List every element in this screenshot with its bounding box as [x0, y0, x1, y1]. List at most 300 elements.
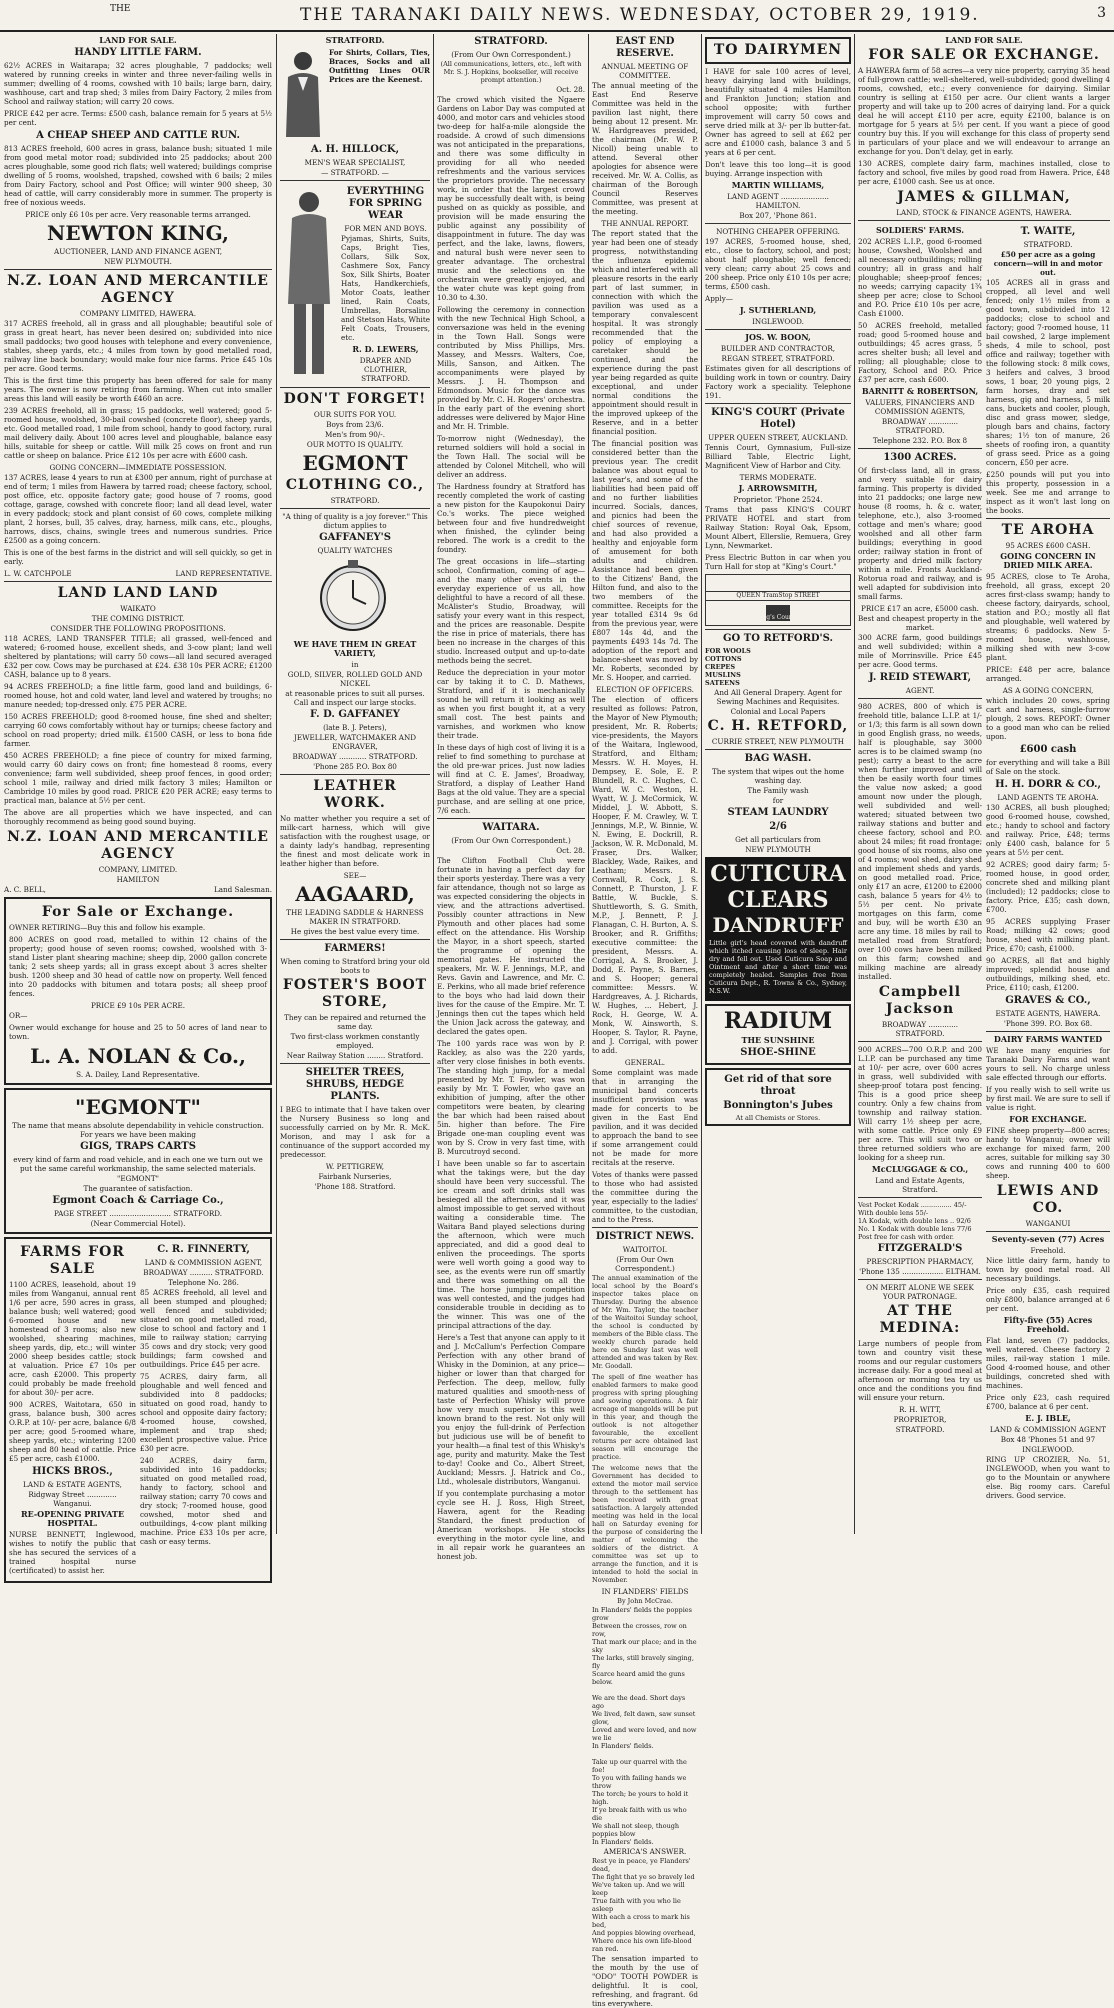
radium-title: RADIUM: [723, 1008, 833, 1034]
advertiser-name: N.Z. LOAN AND MERCANTILE AGENCY: [7, 273, 269, 306]
ad-text: 118 ACRES, LAND TRANSFER TITLE; all grassed, well-fenced and watered; 6-roomed house, excellent sheds, and 3-cow plant; land well sheltered by plantations; will carry 50 cows—all land secured averaged £32 per cow. Cows may be purchased at £24. £38 10s PER ACRE; £1200 CASH, balance up to 8 years.: [4, 634, 272, 679]
advertiser-line: INGLEWOOD.: [1022, 1445, 1074, 1454]
article-byline: (From Our Own Correspondent.): [451, 50, 571, 59]
ad-text: This is the first time this property has been offered for sale for many years. The owner is now retiring from farming. When cut into smaller areas this land will easily be worth £460 an acre.: [4, 376, 272, 403]
ad-text: at reasonable prices to suit all purses. Call and inspect our large stocks.: [285, 689, 425, 707]
divider: [592, 1227, 698, 1228]
ad-text: SEE—: [343, 871, 367, 880]
advertiser-line: COMPANY, LIMITED.: [98, 865, 178, 874]
ad-text: PRICE: £48 per acre, balance arranged.: [986, 665, 1110, 683]
advertiser-name: H. H. DORR & CO.,: [995, 779, 1101, 790]
article-subheading: THE ANNUAL REPORT.: [601, 219, 689, 228]
column-rule: [433, 34, 434, 1534]
divider: [4, 269, 272, 270]
ad-text: When coming to Stratford bring your old boots to: [280, 957, 430, 975]
article-paragraph: The spell of fine weather has enabled farmers to make good progress with spring ploughing and sowing operations. A fair acreage of mangolds will be put in this year, and though the outlook is not altogether favourable, the excellent returns per acre obtained last season will encourage the practice.: [592, 1373, 698, 1461]
box-heading: FARMS FOR SALE: [20, 1244, 125, 1277]
divider: [280, 180, 430, 181]
advertiser-line: — STRATFORD. —: [321, 168, 389, 177]
ad-text: 94 ACRES FREEHOLD; a fine little farm, good land and buildings, 6-roomed house, hot and cold water, land level and watered by troughs; no manure needed; top-dressed only. £75 PER ACRE.: [4, 682, 272, 709]
ad-text: 130 ACRES, complete dairy farm, machines installed, close to factory and school, five miles by good road from Hawera. Price, £48 per acre, £1000 cash. See us at once.: [858, 159, 1110, 186]
advertiser-line: BROADWAY .......... STRATFORD.: [143, 1268, 264, 1277]
watch-illustration: [280, 556, 426, 636]
advertiser-name: BARNITT & ROBERTSON,: [861, 386, 979, 396]
advertiser-line: WANGANUI: [1025, 1219, 1071, 1228]
ad-text: Owner would exchange for house and 25 to 50 acres of land near to town.: [9, 1023, 267, 1041]
masthead: [0, 0, 1114, 32]
article-paragraph: I have been unable so far to ascertain what the takings were, but the day should have been very successful. The ice cream and soft drinks stall was besieged all the afternoon, and it was almost impossible to get served without waiting a considerable time. The Waitara Band played selections during the afternoon, which were much appreciated, and did a good deal to enliven the proceedings. The sports were well worth going a good way to see, as the events were run off smartly and there was something on all the time. The horse jumping competition was well contested, and the judges had considerable trouble in deciding as to the winner. This was one of the principal attractions of the day.: [437, 1159, 585, 1330]
advertiser-name: McCLUGGAGE & CO.,: [871, 1164, 969, 1174]
ad-text: "EGMONT": [117, 1174, 159, 1183]
divider: [858, 1197, 982, 1198]
divider: [280, 387, 430, 388]
ad-text: Price only £23, cash required £700, balance at 6 per cent.: [986, 1393, 1110, 1411]
article-paragraph: The annual examination of the local school by the Board's inspector takes place on Thursday. During the absence of Mr. Wm. Taylor, the teacher of the Waitoitoi Sunday school, the school is conducted by members of the Bible class. The weekly church parade held here on Sunday last was well attended and was taken by Rev. Mr. Goodall.: [592, 1274, 698, 1370]
ad-text: Near Railway Station ........ Stratford.: [286, 1051, 424, 1060]
advertiser-name: A. H. HILLOCK,: [310, 144, 400, 155]
advertiser-line: ESTATE AGENTS, HAWERA.: [995, 1009, 1101, 1018]
divider: [437, 818, 585, 819]
page-number: 3: [1097, 5, 1106, 21]
col6-subcolumns: [858, 224, 1110, 1503]
ad-text: 75 ACRES, dairy farm, all ploughable and well fenced and subdivided into 8 paddocks; situated on good road, handy to school and opposite dairy factory; 4-roomed house, cowshed, implement and trap shed; excellent prospective value. Price £30 per acre.: [140, 1372, 267, 1453]
advertiser-name: E. J. IBLE,: [1025, 1413, 1071, 1423]
advertiser-line: PRESCRIPTION PHARMACY,: [866, 1257, 974, 1266]
ad-text: And All General Drapery. Agent for Sewing Machines and Requisites.: [714, 688, 842, 706]
advertiser-line: STRATFORD.: [330, 496, 380, 505]
advertiser-line: Telephone 232. P.O. Box 8: [872, 436, 968, 445]
advertiser-line: Land and Estate Agents, Stratford.: [875, 1176, 965, 1194]
ad-text: Press Electric Button in car when you Turn Hall for stop at "King's Court.": [705, 553, 851, 571]
ad-heading: Fifty-five (55) Acres Freehold.: [1003, 1315, 1093, 1334]
divider: [705, 403, 851, 404]
column-east-end-reserve: [592, 34, 698, 2008]
ad-text: 800 ACRES on good road, metalled to within 12 chains of the property; good house of seven rooms; cowshed, woolshed with 3-stand Lister plant shearing machine; sheep dip, 2000 gallon concrete tank; 2 sets sheep yards; all in grass except about 3 acres shelter bush. 1200 sheep and 30 head of cattle now on property. Well fenced into 20 paddocks with bitumen and totara posts; all sheep proof fences.: [9, 935, 267, 998]
signature-line: [4, 569, 272, 578]
advertiser-name: R. D. LEWERS,: [352, 344, 419, 354]
article-paragraph: The crowd which visited the Ngaere Gardens on Labor Day was computed at 4000, and motor cars and vehicles stood two-deep for half-a-mile alongside the roadside. A crowd of such dimensions was not anticipated in the preparations, and there was some difficulty in providing for all who needed refreshments and the various services the proprietors provide. The necessary work, in order that the largest crowd may be successfully dealt with, is being pushed on as quickly as possible, and provision will be made ensuring the public against any possibility of disappointment in future. The day was perfect, and the lake, lawns, flowers, and natural bush were never seen to greater advantage. The orchestral music and the selections on the orchestrain were greatly enjoyed, and the water chute was kept going from 10.30 to 4.30.: [437, 95, 585, 302]
column-for-sale-exchange: [858, 34, 1110, 1534]
advertiser-line: THE LEADING SADDLE & HARNESS MAKER IN STRATFORD.: [286, 908, 424, 926]
ad-text: 150 ACRES FREEHOLD; good 8-roomed house, fine shed and shelter; carrying 60 cows comfortably without hay or turnips; cheese factory and school on road property; dried milk. £1500 CASH, or less to bona fide farmer.: [4, 712, 272, 748]
advertiser-line: (late B. J. Peters),: [323, 723, 387, 732]
cuticura-text: Little girl's head covered with dandruff which itched causing loss of sleep. Hair dry and fell out. Used Cuticura Soap and Ointment and after a short time was completely healed. Samples free from Cuticura Dept., R. Towns & Co., Sydney, N.S.W.: [709, 939, 847, 995]
ad-subheading: Freehold.: [1030, 1246, 1066, 1255]
article-byline: (From Our Own Correspondent.): [451, 836, 571, 845]
advertiser-name: W. PETTIGREW,: [325, 1162, 385, 1171]
ad-heading: LAND LAND LAND: [57, 585, 219, 601]
article-heading: WAITARA.: [482, 822, 540, 833]
kodak-price: Vest Pocket Kodak ............... 45/-: [858, 1201, 967, 1209]
ad-subheading: FOR MEN AND BOYS.: [344, 224, 427, 233]
masthead-title: THE TARANAKI DAILY NEWS. WEDNESDAY, OCTOBER 29, 1919.: [300, 5, 980, 25]
divider: [280, 1063, 430, 1064]
lewers-text: [341, 184, 430, 384]
ad-text: 137 ACRES, lease 4 years to run at £300 per annum, right of purchase at end of term; 1 miles from Hawera by tarred road; cheese factory, school, post office, etc. opposite factory gate; good house of 7 rooms, good cottage, garage, cowshed with concrete floor; land all dead level, water in every paddock; stock and plant consist of 60 cows, complete milking plant, 2 horses, bull, 35 calves, dray, harness, milk cans, etc., ploughs, harrows, discs, chains, swingle trees and numerous sundries. Price £2500 as a going concern.: [4, 473, 272, 545]
article-paragraph: The Hardness foundry at Stratford has recently completed the work of casting a new piston for the Kaupokonui Dairy Co.'s works. The piece weighed between four and five hundredweight when finished, the cylinder being rebored. The work is a credit to the foundry.: [437, 482, 585, 554]
lewers-ad: [280, 184, 430, 384]
ad-text: for: [772, 796, 784, 805]
ad-text: If you really wish to sell write us by first mail. We are sure to sell if value is right.: [986, 1085, 1110, 1112]
ad-text: Boys from 23/6.: [326, 420, 384, 429]
article-paragraph: The sensation imparted to the mouth by the use of "ODO" TOOTH POWDER is delightful. It is cool, refreshing, and fragrant. 6d tins everywhere.: [592, 1954, 698, 2008]
article-heading: EAST END RESERVE.: [615, 36, 675, 59]
ad-heading: TO DAIRYMEN: [713, 42, 843, 58]
ad-text: in: [351, 660, 359, 669]
ad-heading: FOR SALE OR EXCHANGE.: [868, 47, 1100, 63]
divider: [705, 749, 851, 750]
column-rule: [276, 34, 277, 1534]
advertiser-line: LAND & ESTATE AGENTS,: [23, 1480, 122, 1489]
ad-subheading: CONSIDER THE FOLLOWING PROPOSITIONS.: [50, 624, 226, 633]
ad-text: For Shirts, Collars, Ties, Braces, Socks and all Outfitting Lines OUR Prices are the Keenest.: [329, 48, 430, 84]
divider: [705, 329, 851, 330]
street-map: [705, 574, 851, 626]
article-subheading: ELECTION OF OFFICERS.: [596, 685, 694, 694]
advertiser-name: FITZGERALD'S: [877, 1243, 963, 1254]
ad-text: 92 ACRES; good dairy farm; 5-roomed house, in good order, concrete shed and milking plant (included); 12 paddocks; close to factory. Price, £35; cash down, £700.: [986, 860, 1110, 914]
ad-text: RING UP CROZIER, No. 51, INGLEWOOD, when you want to go to the Mountain or anywhere else. Big roomy cars. Careful drivers. Good service.: [986, 1455, 1110, 1500]
divider: [858, 698, 982, 699]
article-paragraph: The election of officers resulted as follows: Patron, the Mayor of New Plymouth; president, Mr. R. Roberts; vice-presidents, the Mayors of the Waitara, Inglewood, Stratford, and Eltham; Messrs. W. H. Moyes, H. Dempsey, E. Sole, E. P. Blundell, R. C. Hughes, C. Ward, W. C. Weston, H. Wyatt, W. J. McCormick, W. Middel, J. W. Abbott, S. Hooper, F. M. Crawley, W. T. Jennings, M.P., W. Binnie, W. N. Ewing, E. Dockrill, R. Jackson, W. R. McDonald, M. Fraser, Drs. Walker, Blackley, Wade, Raikes, and Leatham; Messrs. R. Cornwall, R. Cock, J. S. Connett, P. Thurston, J. F. Battle, W. Buckle, S. Shuttleworth, S. G. Smith, M.P., J. Bennett, P. J. Flanagan, C. H. Burton, A. S. Brooker, and R. Griffiths; executive committee: the president, Messrs. A. Corrigal, A. S. Brooker, J. Dodd, E. Payne, S. Barnes, and S. Hooper; general committee: Messrs. W. Hardgreaves, A. J. Richards, W. Hughes, ... Hebert, J. Rock, H. George, W. A. Monk, W. Ainsworth, S. Hooper, S. Taylor, R. Payne, and J. Corrigal, with power to add.: [592, 695, 698, 1055]
radium-line: SHOE-SHINE: [740, 1047, 816, 1058]
ad-text: PRICE £17 an acre, £5000 cash.: [861, 604, 979, 613]
ad-text: 240 ACRES, dairy farm, subdivided into 16 paddocks; situated on good metalled road, handy to factory, school and railway station; carry 70 cows and dry stock; 7-roomed house, good cowshed, motor shed and outbuildings, 4-cow plant milking machine. Price £33 10s per acre, cash or easy terms.: [140, 1456, 267, 1546]
article-paragraph: Votes of thanks were passed to those who had assisted the committee during the year, especially to the ladies' committee, to the custodian, and to the Press.: [592, 1170, 698, 1224]
advertiser-name: Campbell Jackson: [878, 984, 962, 1017]
advertiser-line: LAND, STOCK & FINANCE AGENTS, HAWERA.: [896, 208, 1072, 217]
ad-text: Price only £35, cash required only £800, balance arranged at 6 per cent.: [986, 1286, 1110, 1313]
ad-heading: A CHEAP SHEEP AND CATTLE RUN.: [36, 130, 240, 141]
ad-text: I HAVE for sale 100 acres of level, heavy dairying land with buildings, beautifully situated 4 miles Hamilton and Frankton Junction; station and school opposite; with further improvement will carry 50 cows and serve dried milk at 3/- per lb butter-fat. Owner has agreed to sell at £62 per acre and £1000 cash, balance 3 and 5 years at 6 per cent.: [705, 67, 851, 157]
masthead-logo: THE: [110, 4, 131, 14]
advertiser-line: 'Phone 285 P.O. Box 80: [313, 762, 397, 771]
article-paragraph: If you contemplate purchasing a motor cycle see H. J. Ross, High Street, Hawera, agent for the Reading Standard, the finest production of American workshops. He stocks everything in the motor cycle line, and in all repair work he guarantees an honest job.: [437, 1489, 585, 1561]
advertiser-line: VALUERS, FINANCIERS AND COMMISSION AGENTS,: [865, 398, 975, 416]
ad-heading: RE-OPENING PRIVATE HOSPITAL.: [20, 1509, 125, 1528]
ad-text: Tennis Court, Gymnasium, Full-size Billiard Table, Electric Light, Magnificent View of Harbor and City.: [705, 443, 851, 470]
ad-text: 50 ACRES freehold, metalled road; good 5-roomed house and outbuildings; 45 acres grass, 5 acres shelter bush; all level and rolling; all ploughable; close to Factory, School and P.O. Price £37 per acre, cash £600.: [858, 321, 982, 384]
article-heading: DISTRICT NEWS.: [595, 1231, 695, 1242]
advertiser-line: Fairbank Nurseries,: [318, 1172, 392, 1181]
ad-text: Men's from 90/-.: [325, 430, 385, 439]
ad-text: NURSE BENNETT, Inglewood, wishes to notify the public that she has secured the services of a trained hospital nurse (certificated) to assist her.: [9, 1530, 136, 1575]
ad-text: 980 ACRES, 800 of which is freehold title, balance L.I.P. at 1/- or 1/3; this farm is all sown down in good English grass, no weeds, half is ploughable, say 3000 acres is to be claimed swamp (no pest); carry a beast to the acre when further improved and will then be easily worth four times the value now asked; a good amount now under the plough, well subdivided and well-watered; situated between two railway stations and butter and cheese factory, school and P.O. about 24 miles; fit road frontage; good house of six rooms, also one of 4 rooms; wool shed, dairy shed and implement sheds and yards, on good metalled road. Price, only £17 an acre, £1200 to £2000 cash, balance 5 years for 4½ to 5½ per cent. No private mortgages on this farm, come and buy, will be worth £30 an acre any time. 18 miles by rail to metalled road from Stratford; over 100 cows have been milked on this farm; cowshed and milking machine are already installed.: [858, 702, 982, 981]
ad-text: The system that wipes out the home washing day.: [711, 767, 845, 785]
kodak-price: 1A Kodak, with double lens .. 92/6: [858, 1217, 971, 1225]
advertiser-line: COMPANY LIMITED, HAWERA.: [79, 309, 197, 318]
column-stratford-news: [437, 34, 585, 1561]
ad-text: They can be repaired and returned the same day.: [284, 1013, 426, 1031]
divider: [858, 1041, 982, 1042]
ad-text: 450 ACRES FREEHOLD; a fine piece of country for mixed farming, would carry 60 dairy cows on front; fine homestead 8 rooms, every convenience; farm well subdivided, sheep proof fences, in good order; school 1 mile, railway and dried milk factory 3 miles; Hamilton or Cambridge 10 miles by good road. PRICE £20 PER ACRE; easy terms to practical man, balance at 5½ per cent.: [4, 751, 272, 805]
section-heading: LAND FOR SALE.: [99, 35, 177, 45]
divider: [986, 518, 1110, 519]
ad-text: £50 per acre as a going concern—will in and motor out.: [993, 250, 1103, 277]
ad-text: 300 ACRE farm, good buildings and well subdivided; within a mile of Morrinsville. Price £45 per acre. Good terms.: [858, 633, 982, 669]
radium-ad: [705, 1004, 851, 1065]
column-land-for-sale: [4, 34, 272, 1575]
advertiser-line: S. A. Dailey, Land Representative.: [76, 1070, 200, 1079]
ad-heading: DON'T FORGET!: [283, 391, 427, 407]
bonnington-text: At all Chemists or Stores.: [735, 1114, 821, 1122]
signature-line: [4, 885, 272, 894]
ad-text: OR—: [9, 1011, 28, 1020]
ad-text: This is one of the best farms in the district and will sell quickly, so get in early.: [4, 548, 272, 566]
advertiser-line: STRATFORD.: [1023, 240, 1073, 249]
advertiser-name: L. A. NOLAN & Co.,: [30, 1044, 246, 1068]
kodak-price: No. 1 Kodak with double lens 77/6: [858, 1225, 972, 1233]
ad-text: OUR SUITS FOR YOU.: [313, 410, 397, 419]
ad-text: 1100 ACRES, leasehold, about 19 miles from Wanganui, annual rent 1/6 per acre, 590 acres in grass, balance bush; well watered; good 6-roomed house and new homestead of 3 rooms; also new woolshed, shearing machines, sheep yards, dip, etc.; will winter 2000 sheep besides cattle; stock at valuation. Price £7 10s per acre, cash £2000. This property could probably be made freehold for about 30/- per acre.: [9, 1280, 136, 1397]
divider: [705, 629, 851, 630]
divider: [280, 508, 430, 509]
ad-text: The Family wash: [747, 786, 809, 795]
ad-heading: Seventy-seven (77) Acres: [991, 1234, 1105, 1244]
ad-price: 2/6: [769, 821, 787, 832]
radium-line: THE SUNSHINE: [741, 1035, 815, 1045]
advertiser-name: GAFFANEY'S: [319, 532, 391, 543]
ad-text: Best and cheapest property in the market.: [858, 614, 982, 632]
ad-text: OWNER RETIRING—Buy this and follow his example.: [9, 923, 206, 932]
ad-text: Of first-class land, all in grass, and very suitable for dairy farming. This property is divided into 21 paddocks; one large new house (8 rooms, h. & c. water, telephone, etc.), also 3-roomed cottage and men's whare; good woolshed and all other farm buildings; everything in good order; railway station in front of property and dried milk factory within a mile. Fronts Auckland-Rotorua road and railway, and is well adapted for subdivision into small farms.: [858, 466, 982, 601]
advertiser-line: AGENT.: [905, 686, 935, 695]
advertiser-line: STRATFORD.: [895, 1425, 945, 1434]
advertiser-line: CURRIE STREET, NEW PLYMOUTH: [711, 737, 845, 746]
ad-heading: FOR EXCHANGE.: [1009, 1114, 1087, 1124]
ad-text: The name that means absolute dependability in vehicle construction. For years we have been making: [12, 1121, 264, 1139]
divider: [280, 939, 430, 940]
advertiser-line: LAND AGENT ..................... HAMILTON.: [727, 192, 829, 210]
ad-text: ON MERIT ALONE WE SEEK YOUR PATRONAGE.: [866, 1283, 974, 1301]
advertiser-name: Egmont Coach & Carriage Co.,: [52, 1195, 224, 1206]
ad-text: The guarantee of satisfaction.: [83, 1184, 193, 1193]
cuticura-line: DANDRUFF: [712, 913, 844, 937]
advertiser-line: MEN'S WEAR SPECIALIST,: [304, 158, 406, 167]
ad-text: 105 ACRES all in grass and cropped, all level and well fenced; only 1½ miles from a good town, subdivided into 12 paddocks; close to school and factory; good 7-roomed house, 11 bail cowshed, 2 large implement sheds, 4 mile to school, post office and railway; together with the following stock: 8 milk cows, 3 heifers and calves, 3 brood sows, 1 boar, 20 young pigs, 2 farm horses, dray and set harness, gig and harness, 5 milk cans, buckets and cooler, plough, disc and grass mower, sledge, plough bars and chains, factory shares; 1½ ton of manure, 26 sheets of roofing iron, a quantity of grass seed. Price as a going concern, £50 per acre.: [986, 278, 1110, 467]
ad-heading: DAIRY FARMS WANTED: [993, 1034, 1103, 1044]
signature-title: Land Salesman.: [213, 885, 272, 894]
ad-text: Large numbers of people from town and country visit these rooms and our regular customers increase daily. For a good meal at afternoon or morning tea try us once and the conditions you find will ensure your return.: [858, 1339, 982, 1402]
ad-text: £250 pounds will put you into this property, possession in a week. See me and arrange to inspect as it won't last long on the books.: [986, 470, 1110, 515]
ad-text: 813 ACRES freehold, 600 acres in grass, balance bush; situated 1 mile from good metal motor road; subdivided into 25 paddocks; about 200 acres ploughable, some good rich flats; well watered; buildings comprise dwelling of 5 rooms, woolshed, trapshed, cowshed with 6 bails; 2 miles from Dairy Factory, school and Post Office; will winter 900 sheep, 30 head of cattle, will carry considerably more in summer. The property is free of noxious weeds.: [4, 144, 272, 207]
advertiser-line: BROADWAY ............. STRATFORD.: [881, 1020, 959, 1038]
man-illustration: [280, 47, 326, 142]
advertiser-line: (Near Commercial Hotel).: [90, 1219, 186, 1228]
column-rule: [854, 34, 855, 1534]
divider: [280, 774, 430, 775]
kodak-price: With double lens 55/-: [858, 1209, 929, 1217]
poem-text: Rest ye in peace, ye Flanders' dead, The fight that ye so bravely led We've taken up. And we will keep True faith with you who lie asleep With each a cross to mark his bed, And poppies blowing overhead, Where once his own life-blood ran red.: [592, 1857, 696, 1953]
article-paragraph: The great occasions in life—starting school, Confirmation, coming of age—and the many other events in the everyday experience of us all, how delightful to have a record of all these. McAlister's Studio, Broadway, will satisfy your every want in this respect, and the prices are reasonable. Despite the rise in price of materials, there has been no increase in the charges of this studio. Increased output and up-to-date methods being the secret.: [437, 557, 585, 665]
ad-heading: GIGS, TRAPS CARTS: [80, 1141, 196, 1152]
map-label: King's Court: [756, 614, 795, 621]
ad-text: Flat land, seven (7) paddocks, well watered. Cheese factory 2 miles, rail-way station 1 mile. Good 4-roomed house, and other buildings, concreted shed with machines.: [986, 1336, 1110, 1390]
for-sale-box: [4, 897, 272, 1085]
advertiser-line: BUILDER AND CONTRACTOR,: [720, 344, 836, 353]
column-rule: [701, 34, 702, 1534]
ad-text: 317 ACRES freehold, all in grass and all ploughable; beautiful sole of grass in great heart, has never been desired on; subdivided into nice small paddocks; two good houses with telephone and every convenience, stables, sheep yards, etc.; 4 miles from town by good metalled road, railway line back boundary; would make four nice farms. Price £45 10s per acre. Good terms.: [4, 319, 272, 373]
cuticura-line: CLEARS: [727, 887, 829, 913]
farms-right: [140, 1242, 267, 1578]
ad-text: 95 ACRES, close to Te Aroha, freehold, all grass, except 20 acres first-class swamp; handy to cheese factory, dairyards, school, station and P.O.; mostly all flat and ploughable, well watered by streams; 6 paddocks. New 5-roomed house, washhouse, milking shed with new 3-cow plant.: [986, 572, 1110, 662]
ad-heading: GO TO RETFORD'S.: [723, 633, 833, 644]
article-byline: (From Our Own Correspondent.): [615, 1255, 675, 1273]
advertiser-line: AUCTIONEER, LAND AND FINANCE AGENT,: [54, 247, 222, 256]
col6-right: [986, 224, 1110, 1503]
hillock-ad: [280, 47, 430, 142]
article-paragraph: The welcome news that the Government has decided to extend the motor mail service through to the settlement has been received with great satisfaction. A largely attended meeting was held in the local hall on Saturday evening for the purpose of considering the matter of welcoming the soldiers of the district. A committee was set up to arrange the function, and it is intended to hold the social in November.: [592, 1464, 698, 1584]
article-subheading: ANNUAL MEETING OF COMMITTEE.: [601, 62, 689, 80]
ad-text: 239 ACRES freehold, all in grass; 15 paddocks, well watered; good 5-roomed house, woolshed, 30-bail cowshed (concrete floor), sheep yards, etc. Good metalled road, 1 mile from school, handy to good factory, rural mail delivery daily. About 100 acres level and ploughable, balance easy hills, suitable for sheep or cattle. Will milk 25 cows on front and run cattle or sheep on balance. Price £12 10s per acre with £600 cash.: [4, 406, 272, 460]
ad-text: Pyjamas, Shirts, Suits, Caps, Bright Ties, Collars, Silk Sox, Cashmere Sox, Fancy Sox, Silk Shirts, Boater Hats, Handkerchiefs, Motor Coats, leather lined, Rain Coats, Umbrellas, Borsalino and Stetson Hats, White Felt Coats, Trousers, etc.: [341, 234, 430, 342]
hillock-text: [329, 47, 430, 142]
advertiser-name: J. SUTHERLAND,: [739, 305, 817, 315]
advertiser-name: LEWIS AND CO.: [996, 1183, 1100, 1216]
divider: [858, 220, 1110, 221]
poem-title: IN FLANDERS' FIELDS: [601, 1587, 689, 1596]
advertiser-name: T. WAITE,: [1020, 226, 1076, 237]
poem-title: AMERICA'S ANSWER.: [603, 1847, 687, 1856]
advertiser-name: N.Z. LOAN AND MERCANTILE AGENCY: [7, 829, 269, 862]
article-date: Oct. 28.: [556, 85, 585, 94]
column-dairymen-ads: [705, 34, 851, 1534]
box-heading: "EGMONT": [75, 1095, 201, 1119]
ad-text: PRICE £42 per acre. Terms: £500 cash, balance remain for 5 years at 5½ per cent.: [4, 109, 272, 127]
advertiser-line: 'Phone 399. P.O. Box 68.: [1003, 1019, 1093, 1028]
article-heading: STRATFORD.: [474, 36, 548, 47]
egmont-box: [4, 1088, 272, 1234]
ad-text: 62½ ACRES in Waitarapa; 32 acres ploughable, 7 paddocks; well watered by running creeks in winter and three never-failing wells in summer; dwelling of 4 rooms, cowshed with 10 bails; large barn, dairy, washhouse, cart and trap shed; 3 miles from Dairy Factory, 2 miles from School and railway station; will carry 20 cows.: [4, 61, 272, 106]
column-stratford-ads: [280, 34, 430, 1534]
ad-text: I BEG to intimate that I have taken over the Nursery Business so long and successfully carried on by Mr. R. McK. Morison, and may I ask for a continuance of the support accorded my predecessor.: [280, 1105, 430, 1159]
article-paragraph: The Clifton Football Club were fortunate in having a perfect day for their sports yesterday. There was a very fair attendance, though not so large as was expected considering the objects in view, and the attractions advertised. Possibly counter attractions in New Plymouth and other places had some effect on the attendance. His Worship the Mayor, in a short speech, started the programme of opening the memorial gates. He instructed the speakers, Mr. W. F. Jennings, M.P., and Revs. Gavin and Lawrence, and Mr. C. E. Perkins, who all made brief reference to the boys who had laid down their lives for the cause of the Empire. Mr. T. Jennings then cut the tapes which held the Union Jack across the gateway, and declared the gates open.: [437, 856, 585, 1036]
ad-text: 90 ACRES, all flat and highly improved; splendid house and outbuildings, milking shed, etc. Price, £110; cash, £1200.: [986, 956, 1110, 992]
ad-text: 197 ACRES, 5-roomed house, shed, etc., close to factory, school, and post; about half ploughable; well fenced; very clean; carry about 25 cows and 200 sheep. Price only £10 10s per acre; terms, £500 cash.: [705, 237, 851, 291]
advertiser-line: 'Phone 188. Stratford.: [314, 1182, 396, 1191]
ad-text: 95 ACRES supplying Fraser Road; milking 42 cows; good house, shed with milking plant. Price, £70; cash, £1000.: [986, 917, 1110, 953]
ad-text: A HAWERA farm of 58 acres—a very nice property, carrying 35 head of full-grown cattle; well-sheltered, well-subdivided; good dwelling 4 rooms, cowshed, etc.; every convenience for dairying. Similar country is selling at £150 per acre. Our client wants a larger property and will take up to 200 acres of dairying land. For a quick deal he will accept £110 per acre, equity £2100, balance is on mortgage for 5 years at 5½ per cent. If you want a piece of good country buy this. If you will exchange for this class of property send in particulars of your place and we will endeavour to arrange an exchange for you. Don't delay, get in early.: [858, 66, 1110, 156]
divider: [4, 581, 272, 582]
ad-text: No matter whether you require a set of milk-cart harness, which will give satisfaction with the roughest usage, or a dainty lady's handbag, representing the finest and most delicate work in leather higher than before.: [280, 814, 430, 868]
advertiser-name: J. REID STEWART,: [868, 672, 972, 683]
article-paragraph: The 100 yards race was won by P. Rackley, as also was the 220 yards, after very close finishes in both events. The standing high jump, for a medal presented by Mr. T. Fowler, was won easily by Mr. T. Fowler, who gave an exhibition of jumping, after the other competitors were beaten, by clearing the bar which had been raised about 5in. higher than before. The Fire Brigade one-man coupling event was won by S. Crow in very fast time, with B. Murcutroyd second.: [437, 1039, 585, 1156]
suit-illustration: [280, 184, 338, 384]
section-heading: STRATFORD.: [325, 35, 385, 45]
article-paragraph: Reduce the depreciation in your motor car by taking it to C. D. Mathews, Stratford, and if it is mechanically sound he will return it looking as well as when you first bought it, at a very small cost. The best paints and varnishes, and workmen who know their trade.: [437, 668, 585, 740]
article-paragraph: To-morrow night (Wednesday), the returned soldiers will hold a social in the Town Hall. The social will be attended by Colonel Mitchell, who will deliver an address.: [437, 434, 585, 479]
advertiser-name: NEWTON KING,: [47, 221, 229, 245]
advertiser-name: C. R. FINNERTY,: [157, 1244, 250, 1255]
ad-text: 130 ACRES, all bush ploughed; good 6-roomed house, cowshed, etc.; handy to school and factory and railway. Price, £48; terms only £400 cash, balance for 5 years at 5½ per cent.: [986, 803, 1110, 857]
advertiser-name: CLOTHING CO.,: [285, 477, 425, 493]
ad-text: PRICE only £6 10s per acre. Very reasonable terms arranged.: [25, 210, 251, 219]
ad-text: OUR MOTTO IS QUALITY.: [306, 440, 404, 449]
advertiser-line: JEWELLER, WATCHMAKER AND ENGRAVER,: [293, 733, 417, 751]
article-note: (All communications, letters, etc., left with Mr. S. J. Hopkins, bookseller, will receive prompt attention.): [440, 60, 582, 84]
advertiser-name: MARTIN WILLIAMS,: [731, 180, 825, 190]
poem-text: In Flanders' fields the poppies grow Between the crosses, row on row, That mark our place; and in the sky The larks, still bravely singing, fly Scarce heard amid the guns below. We are the dead. Short days ago We lived, felt dawn, saw sunset glow, Loved and were loved, and now we lie In Flanders' fields. Take up our quarrel with the foe! To you with failing hands we throw The torch; be yours to hold it high. If ye break faith with us who die We shall not sleep, though poppies blow In Flanders' fields.: [592, 1606, 697, 1846]
divider: [858, 448, 982, 449]
ad-text: for everything and will take a Bill of Sale on the stock.: [986, 758, 1110, 776]
farms-box: [4, 1237, 272, 1583]
ad-text: 85 ACRES freehold, all level and all been stumped and ploughed; well fenced and subdivided; situated on good metalled road, close to school and factory and 1 mile to railway station; carrying 35 cows and dry stock; very good buildings; farm cowshed and outbuildings. Price £45 per acre.: [140, 1288, 267, 1369]
advertiser-line: LAND & COMMISSION AGENT,: [144, 1258, 263, 1267]
farms-left: [9, 1242, 136, 1578]
ad-text: 202 ACRES L.I.P., good 6-roomed house, Cowshed, Woolshed and all necessary outbuildings; rolling country; all in grass and half ploughable; sheep-proof fences; no weeds; carrying capacity 1¾ sheep per acre; close to School and P.O. Price £10 10s per acre, Cash £1000.: [858, 237, 982, 318]
advertiser-line: Box 48 'Phones 51 and 97: [1000, 1435, 1096, 1444]
article-paragraph: Here's a Test that anyone can apply to it and J. McCallum's Perfection Compare Perfection with any other brand of Whisky in the Dominion, at any price—higher or lower than that charged for Perfection. The deep, mellow, fully matured qualities and smooth-ness of taste of Perfection Whisky will prove how very much superior is this well known brand to the rest. Not only will you enjoy the full-drink of Perfection but judicious use will be of benefit to your health—a final test of this Whisky's age, purity and maturity. Make the Test to-day! Cooke and Co., Albert Street, Auckland; Messrs. J. Hatrick and Co., Ltd., wholesale distributors, Wanganui.: [437, 1333, 585, 1486]
dairymen-box: [705, 37, 851, 64]
advertiser-name: R. H. WITT,: [899, 1405, 941, 1414]
ad-heading: 1300 ACRES.: [883, 452, 957, 463]
farms-subcolumns: [9, 1242, 267, 1578]
article-paragraph: Some complaint was made that in arranging the municipal band concerts insufficient provision was made for concerts to be given in the East End pavilion, and it was decided to approach the band to see if some arrangement could not be made for more recitals at the reserve.: [592, 1068, 698, 1167]
advertiser-line: 'Phone 135 .................. ELTHAM.: [859, 1267, 981, 1276]
ad-text: 900 ACRES—700 O.R.P. and 200 L.I.P. can be purchased any time at 10/- per acre, over 600 acres in grass, well subdivided with sheep-proof totara post fencing. This is a good price sheep country. Only a few chains from township and railway station. Will carry 1½ sheep per acre, with some cattle. Price only £9 per acre. This will suit two or three returned soldiers who are looking for a sheep run.: [858, 1045, 982, 1162]
ad-heading: SOLDIERS' FARMS.: [875, 225, 964, 235]
ad-price: £600 cash: [1019, 744, 1077, 755]
advertiser-name: GRAVES & CO.,: [1005, 995, 1091, 1006]
ad-heading: TE AROHA: [1001, 522, 1095, 538]
ad-text: Trams that pass KING'S COURT PRIVATE HOTEL and start from Railway Station: Royal Oak, Epsom, Mount Albert, Ellerslie, Remuera, Grey Lynn, Newmarket.: [705, 505, 851, 550]
ad-heading: LEATHER WORK.: [313, 778, 397, 811]
divider: [986, 1231, 1110, 1232]
ad-text: 900 ACRES, Waitotara, 650 in grass, balance bush, 300 acres O.R.P. at 10/- per acre, balance 6/8 per acre; good 5-roomed whare, sheep yards, etc.; wintering 1200 sheep and 80 head of cattle. Price £5 per acre, cash £1000.: [9, 1400, 136, 1463]
ad-heading: STEAM LAUNDRY: [727, 807, 829, 818]
advertiser-line: BROADWAY ............. STRATFORD.: [881, 417, 959, 435]
advertiser-line: LAND AGENTS TE AROHA.: [997, 793, 1099, 802]
advertiser-line: PROPRIETOR,: [893, 1415, 947, 1424]
ad-list: FOR WOOLS COTTONS CREPES MUSLINS SATEENS: [705, 647, 751, 687]
divider: [986, 1031, 1110, 1032]
ad-text: Colonial and Local Papers: [730, 707, 826, 716]
advertiser-line: Box 207, 'Phone 861.: [739, 211, 817, 220]
article-paragraph: The annual meeting of the East End Reserve Committee was held in the pavilion last night, there being about 12 present. Mr. W. Hardgreaves presided, the chairman (Mr. W. P. Nicoll) being unable to attend. Several other apologies for absence were received. Mr. W. A. Collis, as chairman of the Borough Council Reserves Committee, was present at the meeting.: [592, 81, 698, 216]
ad-text: AS A GOING CONCERN,: [1002, 686, 1094, 695]
divider: [858, 1279, 982, 1280]
article-paragraph: The report stated that the year had been one of steady progress, notwithstanding the influenza epidemic which and interfered with all pleasure resorts in the early part of last summer, in connection with which the pavilion was used as a temporary convalescent hospital. It was strongly recommended that the policy of employing a caretaker should be continued, and the experience during the past year being regarded as quite exceptional, and under normal conditions the appointment should result in the improved upkeep of the Reserve, and in a better financial position.: [592, 229, 698, 436]
ad-subheading: WAIKATO: [120, 604, 156, 613]
article-subheading: GENERAL.: [624, 1058, 666, 1067]
signature: L. W. CATCHPOLE: [4, 569, 72, 578]
advertiser-line: BROADWAY ............ STRATFORD.: [292, 752, 418, 761]
ad-text: Don't leave this too long—it is good buying. Arrange inspection with: [705, 160, 851, 178]
ad-text: GOLD, SILVER, ROLLED GOLD AND NICKEL: [287, 670, 423, 688]
ad-heading: AT THE MEDINA:: [879, 1303, 961, 1336]
bonnington-ad: [705, 1068, 851, 1126]
cuticura-title: CUTICURA: [710, 861, 846, 887]
ad-text: The above are all properties which we have inspected, and can thoroughly recommend as being good sound buying.: [4, 808, 272, 826]
article-subheading: WAITOITOI.: [622, 1245, 668, 1254]
ad-text: Get all particulars from: [735, 835, 821, 844]
ad-text: Estimates given for all descriptions of building work in town or country. Dairy Factory work a speciality. Telephone 191.: [705, 364, 851, 400]
ad-heading: HANDY LITTLE FARM.: [74, 47, 202, 58]
article-paragraph: Following the ceremony in connection with the new Technical High School, a conversazione was held in the evening in the Town Hall. Songs were contributed by Miss Phillips, Mrs. Massey, and Messrs. Walters, Coe, Mills, Sanson, and Aitken. The accompaniments were played by Messrs. J. H. Thompson and Edmondson. Music for the dance was provided by Mr. C. H. Rogers' orchestra. In the early part of the evening short addresses were delivered by Major Hine and Mr. H. Trimble.: [437, 305, 585, 431]
advertiser-name: JAMES & GILLMAN,: [897, 189, 1071, 205]
advertiser-line: DRAPER AND CLOTHIER, STRATFORD.: [359, 356, 412, 383]
advertiser-line: NEW PLYMOUTH.: [104, 257, 172, 266]
divider: [705, 223, 851, 224]
map-street: QUEEN TramStop STREET: [706, 591, 850, 601]
ad-heading: EVERYTHING FOR SPRING WEAR: [346, 186, 425, 221]
ad-text: QUALITY WATCHES: [317, 546, 393, 555]
ad-text: FINE sheep property—800 acres; handy to Wanganui; owner will exchange for mixed farm, 200 acres, suitable for milking say 30 cows and running 400 to 600 sheep.: [986, 1126, 1110, 1180]
advertiser-line: UPPER QUEEN STREET, AUCKLAND.: [708, 433, 848, 442]
ad-text: PRICE £9 10s PER ACRE.: [90, 1001, 186, 1010]
ad-heading: NOTHING CHEAPER OFFERING.: [716, 227, 840, 236]
bonnington-title: Bonnington's Jubes: [723, 1100, 833, 1111]
